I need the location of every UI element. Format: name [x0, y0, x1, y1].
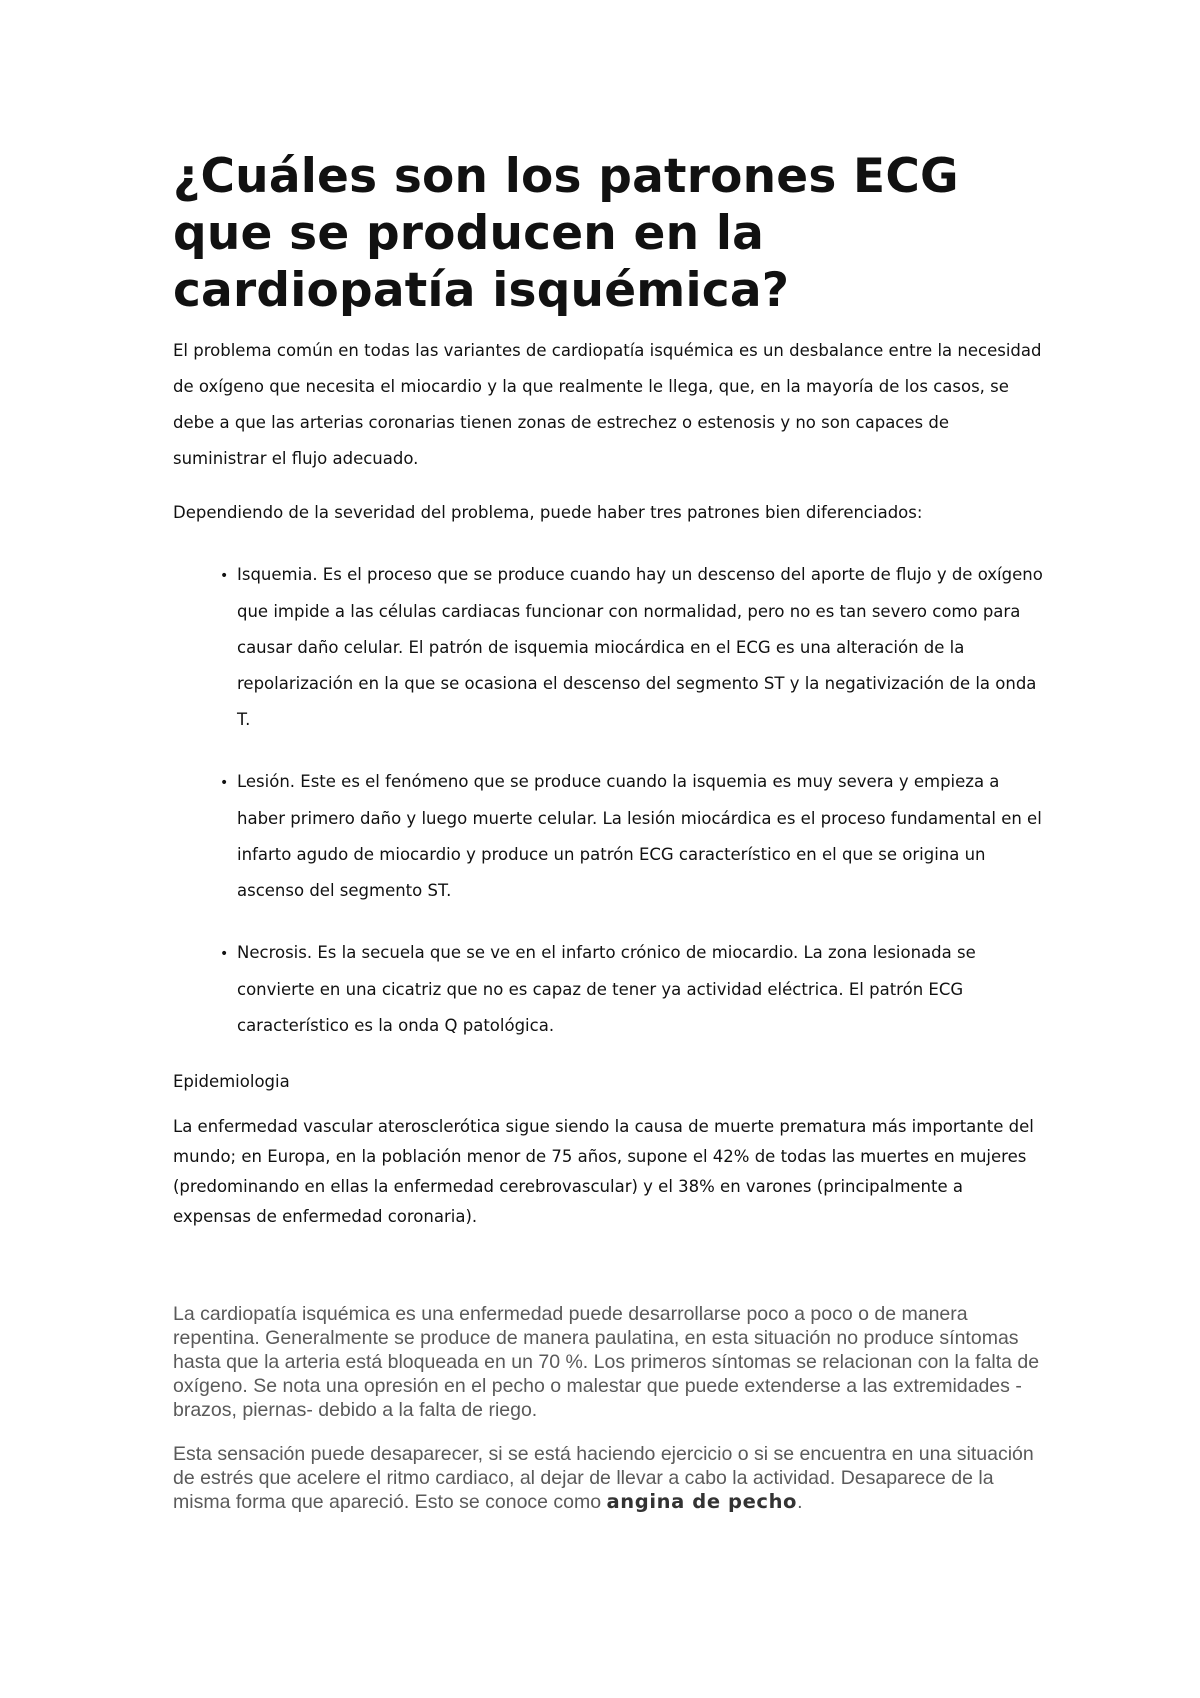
list-item-text: Lesión. Este es el fenómeno que se produce cuando la isquemia es muy severa y empieza a haber primero daño y luego muerte celular. La lesión miocárdica es el proceso fundamental en el infarto agudo de miocardio y produce un patrón ECG característico en el que se origina un ascenso del segmento ST. — [237, 772, 1042, 900]
list-item — [220, 557, 1043, 738]
list-item-text: Isquemia. Es el proceso que se produce cuando hay un descenso del aporte de flujo y de oxígeno que impide a las células cardiacas funcionar con normalidad, pero no es tan severo como para causar daño celular. El patrón de isquemia miocárdica en el ECG es una alteración de la repolarización en la que se ocasiona el descenso del segmento ST y la negativización de la onda T. — [237, 565, 1043, 729]
epidemiology-paragraph: La enfermedad vascular aterosclerótica sigue siendo la causa de muerte prematura más importante del mundo; en Europa, en la población menor de 75 años, supone el 42% de todas las muertes en mujeres (predominando en ellas la enfermedad cerebrovascular) y el 38% en varones (principalmente a expensas de enfermedad coronaria). — [173, 1117, 1034, 1226]
page-title: ¿Cuáles son los patrones ECG que se producen en la cardiopatía isquémica? — [173, 149, 959, 318]
bullet-icon: • — [220, 775, 229, 791]
intro-paragraph: El problema común en todas las variantes de cardiopatía isquémica es un desbalance entre la necesidad de oxígeno que necesita el miocardio y la que realmente le llega, que, en la mayoría de los casos, se debe a que las arterias coronarias tienen zonas de estrechez o estenosis y no son capaces de suministrar el flujo adecuado. — [173, 341, 1042, 468]
angina-paragraph-end: . — [797, 1491, 803, 1513]
document-page — [173, 148, 1043, 1514]
angina-paragraph — [173, 1442, 1043, 1514]
bullet-icon: • — [220, 568, 229, 584]
list-item-text: Necrosis. Es la secuela que se ve en el infarto crónico de miocardio. La zona lesionada se convierte en una cicatriz que no es capaz de tener ya actividad eléctrica. El patrón ECG característico es la onda Q patológica. — [237, 943, 976, 1035]
symptoms-paragraph: La cardiopatía isquémica es una enfermedad puede desarrollarse poco a poco o de manera repentina. Generalmente se produce de manera paulatina, en esta situación no produce síntomas hasta que la arteria está bloqueada en un 70 %. Los primeros síntomas se relacionan con la falta de oxígeno. Se nota una opresión en el pecho o malestar que puede extenderse a las extremidades -brazos, piernas- debido a la falta de riego. — [173, 1303, 1040, 1421]
bullet-icon: • — [220, 946, 229, 962]
patterns-list — [173, 557, 1043, 1044]
angina-paragraph-text: Esta sensación puede desaparecer, si se está haciendo ejercicio o si se encuentra en una situación de estrés que acelere el ritmo cardiaco, al dejar de llevar a cabo la actividad. Desaparece de la misma forma que apareció. Esto se conoce como — [173, 1443, 1034, 1513]
list-item — [220, 935, 1043, 1044]
list-item — [220, 764, 1043, 909]
angina-term: angina de pecho — [606, 1490, 798, 1513]
patterns-intro-paragraph: Dependiendo de la severidad del problema, puede haber tres patrones bien diferenciados: — [173, 503, 923, 522]
epidemiology-heading: Epidemiologia — [173, 1072, 290, 1091]
